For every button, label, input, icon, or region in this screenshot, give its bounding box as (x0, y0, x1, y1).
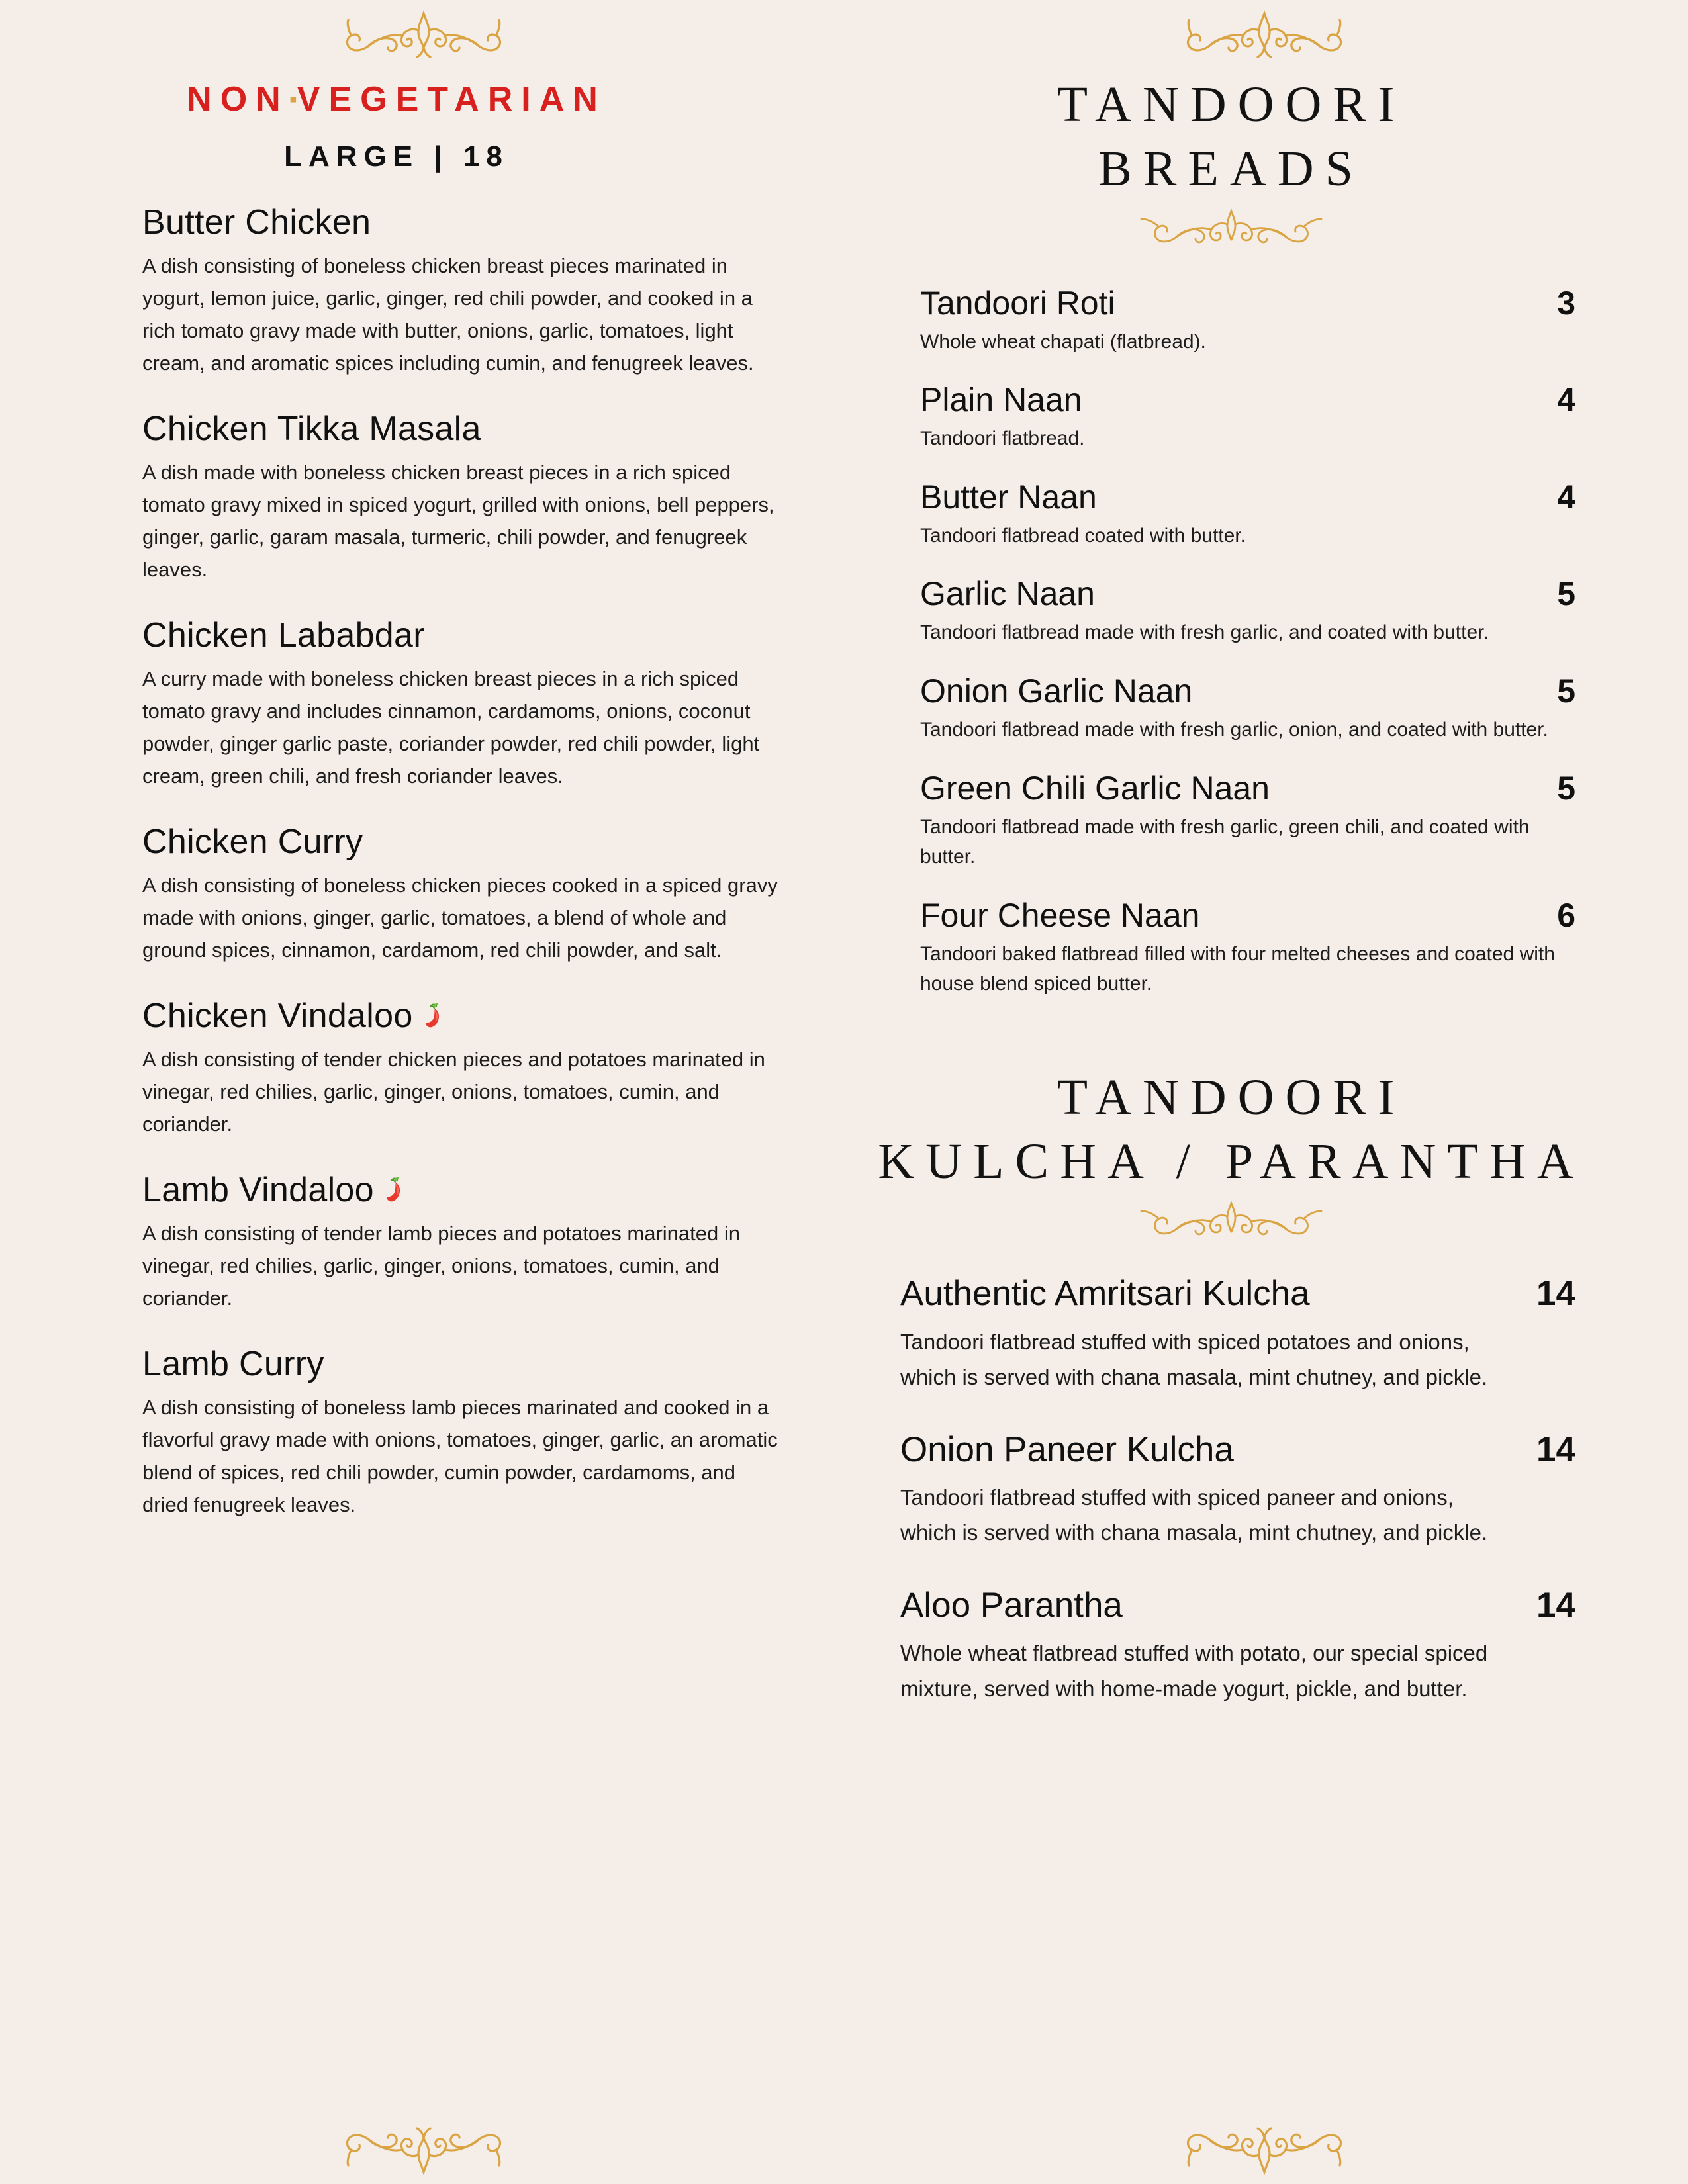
bread-item-head (920, 770, 1575, 807)
tandoori-kulcha-list (867, 1275, 1595, 1706)
section-divider-ornament-kulcha (1099, 1198, 1364, 1239)
kulcha-item (900, 1586, 1575, 1706)
dish-name (142, 823, 804, 860)
bread-item-description: Tandoori flatbread coated with butter. (920, 524, 1246, 547)
tandoori-breads-section-title (867, 73, 1595, 202)
bread-item-description: Tandoori baked flatbread filled with four melted cheeses and coated with house blend spiced butter. (920, 942, 1555, 995)
bread-item-price: 5 (1557, 575, 1575, 613)
dish-item (142, 617, 804, 793)
dish-item (142, 823, 804, 967)
dish-description: A dish made with boneless chicken breast pieces in a rich spiced tomato gravy mixed in spiced yogurt, grilled with onions, bell peppers, ginger, garlic, garam masala, turmeric, chili powder, and fenugreek leaves. (142, 461, 774, 582)
kulcha-item-name: Aloo Parantha (900, 1585, 1123, 1625)
bread-item-name: Plain Naan (920, 381, 1082, 419)
bread-item (920, 285, 1575, 357)
chili-pepper-icon (383, 1177, 406, 1203)
dish-description: A dish consisting of tender chicken pieces and potatoes marinated in vinegar, red chilies, garlic, ginger, onions, tomatoes, cumin, and coriander. (142, 1048, 765, 1136)
non-vegetarian-section-title (138, 79, 655, 119)
title-separator-dot: ▪ (289, 87, 297, 112)
bread-item-description: Tandoori flatbread made with fresh garlic, onion, and coated with butter. (920, 718, 1548, 741)
bread-item-name: Butter Naan (920, 478, 1097, 516)
dish-name (142, 410, 804, 447)
bread-item-head (920, 576, 1575, 612)
flourish-ornament-top-left (305, 4, 543, 64)
kulcha-item-price: 14 (1536, 1585, 1575, 1625)
dish-name-text: Chicken Lababdar (142, 616, 425, 655)
bread-item-name: Garlic Naan (920, 575, 1095, 613)
bread-item (920, 897, 1575, 999)
bread-item-description: Tandoori flatbread made with fresh garlic, and coated with butter. (920, 621, 1489, 644)
dish-name-text: Lamb Curry (142, 1345, 324, 1384)
bread-item-description: Tandoori flatbread made with fresh garlic, green chili, and coated with butter. (920, 815, 1530, 868)
bread-item-name: Four Cheese Naan (920, 896, 1200, 934)
dish-name-text: Chicken Curry (142, 823, 363, 862)
bread-item-head (920, 897, 1575, 934)
bread-item-price: 6 (1557, 896, 1575, 934)
dish-description: A dish consisting of boneless lamb pieces marinated and cooked in a flavorful gravy made with onions, tomatoes, ginger, garlic, an aromatic blend of spices, red chili powder, cumin powder, cardamoms, and dried fenugreek leaves. (142, 1396, 778, 1517)
dish-item (142, 410, 804, 586)
non-vegetarian-title-part1: NON (187, 80, 289, 118)
dish-name (142, 1171, 804, 1208)
bread-item-name: Tandoori Roti (920, 284, 1115, 322)
dish-description: A dish consisting of tender lamb pieces and potatoes marinated in vinegar, red chilies, garlic, ginger, onions, tomatoes, cumin, and coriander. (142, 1222, 740, 1310)
bread-item-description: Tandoori flatbread. (920, 428, 1085, 450)
tandoori-kulcha-section-title (867, 1066, 1595, 1195)
bread-item-head (920, 479, 1575, 516)
bread-item (920, 576, 1575, 648)
kulcha-item-name: Authentic Amritsari Kulcha (900, 1274, 1310, 1314)
bread-item-head (920, 673, 1575, 709)
bread-item-description: Whole wheat chapati (flatbread). (920, 330, 1206, 353)
tandoori-kulcha-title-line1: TANDOORI (1056, 1069, 1406, 1125)
bread-item-price: 4 (1557, 478, 1575, 516)
flourish-ornament-bottom-right (1145, 2122, 1383, 2181)
kulcha-item (900, 1275, 1575, 1394)
dish-item (142, 204, 804, 380)
kulcha-item-name: Onion Paneer Kulcha (900, 1430, 1234, 1469)
bread-item-name: Onion Garlic Naan (920, 672, 1193, 709)
kulcha-item-description: Tandoori flatbread stuffed with spiced paneer and onions, which is served with chana masala, mint chutney, and pickle. (900, 1484, 1488, 1545)
tandoori-column (867, 73, 1595, 1706)
bread-item (920, 382, 1575, 454)
bread-item (920, 479, 1575, 551)
dish-name (142, 617, 804, 654)
bread-item (920, 673, 1575, 745)
tandoori-breads-title-line2: BREADS (1098, 141, 1364, 197)
bread-item-price: 5 (1557, 672, 1575, 709)
tandoori-kulcha-section (867, 1066, 1595, 1706)
bread-item-price: 5 (1557, 769, 1575, 807)
bread-item-price: 4 (1557, 381, 1575, 419)
bread-item-price: 3 (1557, 284, 1575, 322)
dish-name (142, 1345, 804, 1383)
tandoori-breads-list (867, 285, 1595, 999)
dish-description: A dish consisting of boneless chicken breast pieces marinated in yogurt, lemon juice, garlic, ginger, red chili powder, and cooked in a rich tomato gravy made with butter, onions, garlic, tomatoes, light cream, and aromatic spices including cumin, and fenugreek leaves. (142, 254, 754, 375)
tandoori-breads-title-line1: TANDOORI (1056, 77, 1406, 132)
non-vegetarian-column (142, 79, 804, 1522)
dish-name (142, 997, 804, 1034)
dish-item (142, 1171, 804, 1315)
dish-item (142, 997, 804, 1141)
kulcha-item-head (900, 1275, 1575, 1313)
dish-description: A dish consisting of boneless chicken pieces cooked in a spiced gravy made with onions, ginger, garlic, tomatoes, a blend of whole and ground spices, cinnamon, cardamom, red chili powder, and salt. (142, 874, 778, 962)
flourish-ornament-bottom-left (305, 2122, 543, 2181)
kulcha-item-price: 14 (1536, 1274, 1575, 1314)
bread-item-name: Green Chili Garlic Naan (920, 769, 1270, 807)
section-divider-ornament-breads (1099, 206, 1364, 247)
bread-item-head (920, 285, 1575, 322)
dish-name-text: Chicken Vindaloo (142, 997, 413, 1036)
portion-size-price-line: LARGE | 18 (284, 140, 509, 173)
kulcha-item-description: Tandoori flatbread stuffed with spiced potatoes and onions, which is served with chana masala, mint chutney, and pickle. (900, 1329, 1488, 1390)
kulcha-item-description: Whole wheat flatbread stuffed with potato, our special spiced mixture, served with home-made yogurt, pickle, and butter. (900, 1641, 1488, 1701)
tandoori-kulcha-title-line2: KULCHA / PARANTHA (878, 1134, 1585, 1190)
kulcha-item-head (900, 1586, 1575, 1625)
dish-description: A curry made with boneless chicken breast pieces in a rich spiced tomato gravy and includes cinnamon, cardamoms, onions, coconut powder, ginger garlic paste, coriander powder, red chili powder, light cream, green chili, and fresh coriander leaves. (142, 667, 760, 788)
kulcha-item-price: 14 (1536, 1430, 1575, 1469)
kulcha-item (900, 1431, 1575, 1551)
dish-name-text: Butter Chicken (142, 203, 371, 242)
non-vegetarian-title-part2: VEGETARIAN (297, 80, 606, 118)
flourish-ornament-top-right (1145, 4, 1383, 64)
bread-item-head (920, 382, 1575, 418)
dish-name-text: Lamb Vindaloo (142, 1171, 374, 1210)
dish-name (142, 204, 804, 241)
dish-item (142, 1345, 804, 1522)
kulcha-item-head (900, 1431, 1575, 1469)
chili-pepper-icon (422, 1003, 445, 1029)
bread-item (920, 770, 1575, 872)
dish-name-text: Chicken Tikka Masala (142, 410, 481, 449)
